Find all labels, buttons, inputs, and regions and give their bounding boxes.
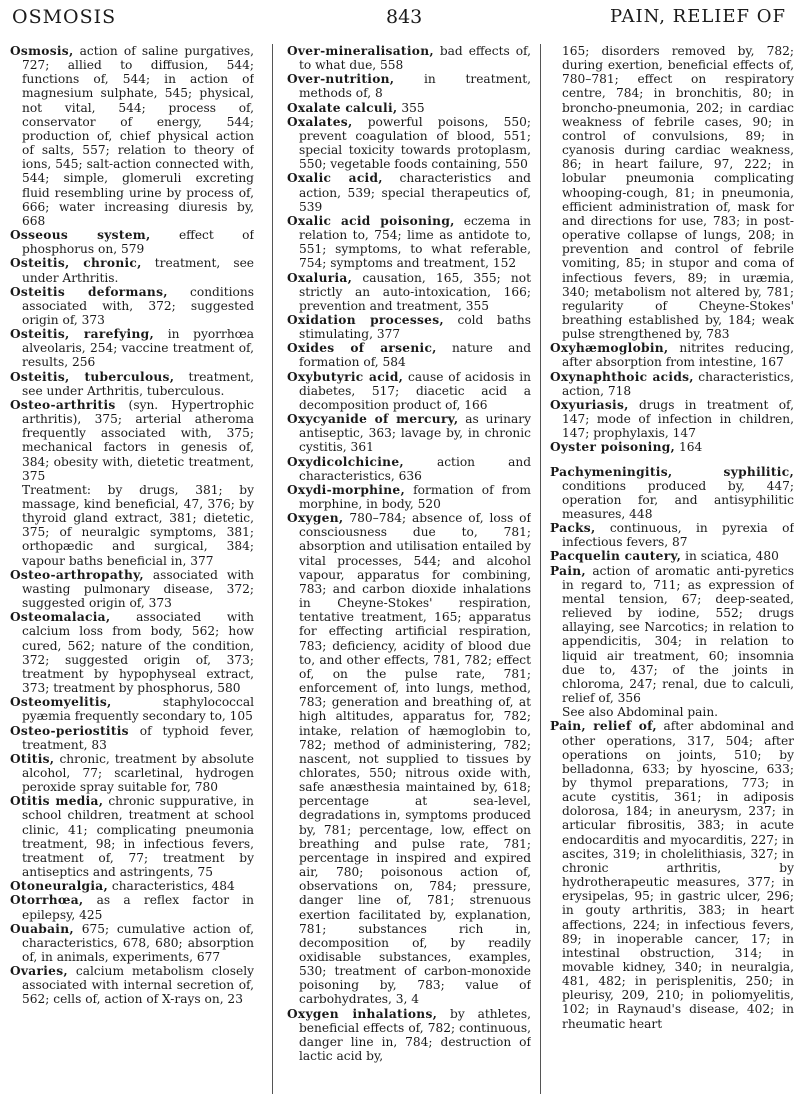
entry-text: in pyorrhœa alveolaris, 254; vaccine treatment of, results, 256 [22,327,254,370]
entry-headword: Oxyhæmoglobin, [550,341,669,356]
entry-headword: Ovaries, [10,964,68,979]
index-entry [287,511,531,1006]
entry-headword: Oxybutyric acid, [287,369,404,384]
index-entry [287,412,531,454]
entry-text: nitrites reducing, after absorption from intestine, 167 [562,341,794,370]
index-entry [10,893,254,921]
index-entry [10,794,254,879]
entry-headword: Oxydicolchicine, [287,454,404,469]
index-column-1 [10,44,254,1099]
entry-headword: Oxalic acid poisoning, [287,213,455,228]
entry-text: bad effects of, to what due, 558 [299,44,531,73]
entry-headword: Osteo-periostitis [10,723,129,738]
entry-headword: Oxygen inhalations, [287,1006,438,1021]
index-column-3 [550,44,794,1099]
entry-headword: Otoneuralgia, [10,879,108,894]
entry-headword: Packs, [550,521,596,536]
running-header [0,0,800,40]
index-entry [10,964,254,1006]
entry-text: treatment, see under Arthritis, tuberculous. [22,369,254,398]
index-entry [550,564,794,706]
index-entry [10,610,254,695]
entry-headword: Osteitis, rarefying, [10,327,154,342]
index-entry [550,465,794,522]
entry-text: by athletes, beneficial effects of, 782; continuous, danger line in, 784; destruction of lactic acid by, [299,1006,531,1064]
index-entry [287,72,531,100]
entry-text: characteristics, action, 718 [562,369,794,398]
entry-text: action and characteristics, 636 [299,454,531,483]
entry-text: staphylococcal pyæmia frequently secondary to, 105 [22,695,254,724]
index-entry [10,256,254,284]
index-entry [10,370,254,398]
entry-headword: Ouabain, [10,921,74,936]
index-entry [550,549,794,563]
column-divider [272,44,273,1094]
entry-text: cause of acidosis in diabetes, 517; diacetic acid a decomposition product of, 166 [299,369,531,412]
entry-headword: Otorrhœa, [10,893,84,908]
entry-text: action of aromatic anti-pyretics in regard to, 711; as expression of mental tension, 67; deep-seated, relieved by iodine, 552; drugs allaying, see Narcotics; in relation to appendicitis, 304; in relation to liquid air treatment, 60; insomnia due to, 437; of the joints in chloroma, 247; renal, due to calculi, relief of, 356 [562,563,794,706]
index-entry [10,695,254,723]
index-entry [10,568,254,610]
entry-text: Treatment: by drugs, 381; by massage, kind beneficial, 47, 376; by thyroid gland extract, 381; dietetic, 375; of neuralgic symptoms, 381; orthopædic and surgical, 384; vapour baths beneficial in, 377 [22,482,254,568]
index-entry [550,705,794,719]
entry-text: chronic, treatment by absolute alcohol, 77; scarletinal, hydrogen peroxide spray suitable for, 780 [22,751,254,795]
entry-headword: Osteitis, chronic, [10,256,142,271]
entry-headword: Pachymeningitis, syphilitic, [550,464,794,479]
entry-text: associated with calcium loss from body, 562; how cured, 562; nature of the condition, 372; suggested origin of, 373; treatment by hypophyseal extract, 373; treatment by phosphorus, 580 [22,610,254,696]
entry-text: 355 [397,100,425,115]
entry-headword: Pacquelin cautery, [550,549,682,564]
entry-text: continuous, in pyrexia of infectious fevers, 87 [562,521,794,550]
header-right-guideword: PAIN, RELIEF OF [610,6,786,27]
entry-text: (syn. Hypertrophic arthritis), 375; arterial atheroma frequently associated with, 375; mechanical factors in genesis of, 384; obesity with, dietetic treatment, 375 [22,397,254,483]
index-entry [287,214,531,271]
index-entry [550,370,794,398]
entry-headword: Osteitis deformans, [10,284,168,299]
index-entry [10,398,254,483]
index-entry [550,398,794,440]
entry-headword: Oxidation processes, [287,312,444,327]
entry-text: associated with wasting pulmonary disease, 372; suggested origin of, 373 [22,567,254,611]
index-entry [287,115,531,172]
entry-text: of typhoid fever, treatment, 83 [22,723,254,752]
entry-text: chronic suppurative, in school children, treatment at school clinic, 41; complicating pneumonia treatment, 98; in infectious fevers, treatment of, 77; treatment by antiseptics and astringents, 75 [22,794,254,880]
entry-headword: Osteomalacia, [10,610,111,625]
entry-headword: Osseous system, [10,228,151,243]
entry-headword: Otitis media, [10,794,104,809]
entry-text: 780–784; absence of, loss of consciousness due to, 781; absorption and utilisation entailed by vital processes, 544; and alcohol vapour, apparatus for combining, 783; and carbon dioxide inhalations in Cheyne-Stokes' respiration, tentative treatment, 165; apparatus for effecting artificial respiration, 783; deficiency, acidity of blood due to, and other effects, 781, 782; effect of, on the pulse rate, 781; enforcement of, into lungs, method, 783; generation and breathing of, at high altitudes, apparatus for, 782; intake, relation of hæmoglobin to, 782; method of administering, 782; nascent, not supplied to tissues by chlorates, 550; nitrous oxide with, safe anæsthesia maintained by, 618; percentage at sea-level, degradations in, symptoms produced by, 781; percentage, low, effect on breathing and pulse rate, 781; percentage in inspired and expired air, 780; poisonous action of, observations on, 784; pressure, danger line of, 781; strenuous exertion facilitated by, explanation, 781; substances rich in, decomposition of, by readily oxidisable substances, examples, 530; treatment of carbon-monoxide poisoning by, 783; value of carbohydrates, 3, 4 [299,511,531,1007]
index-entry [550,719,794,1030]
entry-headword: Oxides of arsenic, [287,341,437,356]
entry-headword: Over-mineralisation, [287,44,434,58]
entry-headword: Oxydi-morphine, [287,482,405,497]
entry-text: powerful poisons, 550; prevent coagulation of blood, 551; special toxicity towards protoplasm, 550; vegetable foods containing, 550 [299,114,531,172]
index-entry [10,724,254,752]
entry-text: after abdominal and other operations, 317, 504; after operations on joints, 510; by belladonna, 633; by hyoscine, 633; by thymol preparations, 773; in acute cystitis, 361; in adiposis dolorosa, 184; in aneurysm, 237; in articular fibrositis, 383; in acute endocarditis and myocarditis, 227; in ascites, 319; in cholelithiasis, 327; in chronic arthritis, by hydrotherapeutic measures, 377; in erysipelas, 95; in gastric ulcer, 296; in gouty arthritis, 383; in heart affections, 224; in infectious fevers, 89; in inoperable cancer, 17; in intestinal obstruction, 314; in movable kidney, 340; in neuralgia, 481, 482; in perisplenitis, 250; in pleurisy, 209, 210; in poliomyelitis, 102; in Raynaud's disease, 402; in rheumatic heart [562,719,794,1031]
entry-headword: Oxalates, [287,114,353,129]
index-entry [10,44,254,228]
entry-headword: Osteomyelitis, [10,695,112,710]
entry-text: as urinary antiseptic, 363; lavage by, in chronic cystitis, 361 [299,412,531,455]
entry-headword: Oxalic acid, [287,171,383,186]
entry-headword: Osteitis, tuberculous, [10,369,175,384]
entry-text: effect of phosphorus on, 579 [22,228,254,257]
entry-headword: Osteo-arthritis [10,397,116,412]
entry-text: conditions associated with, 372; suggested origin of, 373 [22,284,254,327]
index-entry [10,922,254,964]
entry-headword: Oxyuriasis, [550,397,629,412]
index-entry [550,521,794,549]
entry-text: See also Abdominal pain. [562,705,719,720]
index-entry [287,455,531,483]
entry-text: characteristics and action, 539; special therapeutics of, 539 [299,171,531,214]
entry-text: 165; disorders removed by, 782; during exertion, beneficial effects of, 780–781; effect on respiratory centre, 784; in bronchitis, 80; in broncho-pneumonia, 202; in cardiac weakness of febrile cases, 90; in control of convulsions, 89; in cyanosis during cardiac weakness, 86; in heart failure, 97, 222; in lobular pneumonia complicating whooping-cough, 81; in pneumonia, efficient administration of, mask for and directions for use, 783; in post-operative collapse of lungs, 208; in prevention and control of febrile vomiting, 85; in stupor and coma of infectious fevers, 89; in uræmia, 340; metabolism not altered by, 781; regularity of Cheyne-Stokes' breathing established by, 184; weak pulse strengthened by, 783 [562,44,794,342]
entry-headword: Oxycyanide of mercury, [287,412,459,427]
page-number: 843 [386,6,423,28]
entry-text: nature and formation of, 584 [299,341,531,370]
index-entry [287,44,531,72]
entry-headword: Oxalate calculi, [287,100,398,115]
index-entry [10,752,254,794]
index-entry [550,440,794,454]
index-entry [287,271,531,313]
index-entry [10,285,254,327]
entry-text: 164 [675,440,703,455]
entry-text: formation of from morphine, in body, 520 [299,482,531,511]
entry-text: in treatment, methods of, 8 [299,72,531,101]
entry-text: drugs in treatment of, 147; mode of infection in children, 147; prophylaxis, 147 [562,397,794,441]
index-entry [287,1007,531,1064]
index-entry [287,171,531,213]
index-entry [10,327,254,369]
entry-headword: Otitis, [10,751,55,766]
entry-headword: Osteo-arthropathy, [10,567,144,582]
entry-headword: Over-nutrition, [287,72,395,87]
entry-headword: Oxynaphthoic acids, [550,369,694,384]
index-entry [10,228,254,256]
entry-text: action of saline purgatives, 727; allied to diffusion, 544; functions of, 544; in action of magnesium sulphate, 545; physical, not vital, 544; process of, conservator of energy, 544; production of, chief physical action of salts, 557; relation to theory of ions, 545; salt-action connected with, 544; simple, glomeruli excreting fluid resembling urine by process of, 666; water increasing diuresis by, 668 [22,44,254,228]
entry-text: characteristics, 484 [108,879,235,894]
column-divider [540,44,541,1094]
index-column-2 [287,44,531,1099]
entry-headword: Osmosis, [10,44,74,58]
entry-text: calcium metabolism closely associated with internal secretion of, 562; cells of, action of X-rays on, 23 [22,964,254,1007]
index-entry [287,101,531,115]
entry-text: causation, 165, 355; not strictly an auto-intoxication, 166; prevention and treatment, 355 [299,270,531,313]
entry-headword: Pain, relief of, [550,719,657,734]
entry-headword: Oxygen, [287,511,344,526]
entry-text: eczema in relation to, 754; lime as antidote to, 551; symptoms, to what referable, 754; symptoms and treatment, 152 [299,213,531,271]
index-entry [287,483,531,511]
entry-text: treatment, see under Arthritis. [22,256,254,285]
entry-headword: Oyster poisoning, [550,440,676,455]
index-entry [10,483,254,568]
index-entry [550,44,794,341]
entry-headword: Pain, [550,563,586,578]
header-left-guideword: OSMOSIS [12,6,117,28]
index-entry [287,341,531,369]
index-entry [287,313,531,341]
entry-text: conditions produced by, 447; operation for, and antisyphilitic measures, 448 [562,478,794,521]
index-entry [287,370,531,412]
entry-headword: Oxaluria, [287,270,353,285]
entry-text: in sciatica, 480 [681,549,779,564]
entry-text: cold baths stimulating, 377 [299,312,531,342]
index-entry [10,879,254,893]
entry-text: as a reflex factor in epilepsy, 425 [22,893,254,922]
entry-text: 675; cumulative action of, characteristics, 678, 680; absorption of, in animals, experiments, 677 [22,921,254,964]
index-entry [550,341,794,369]
